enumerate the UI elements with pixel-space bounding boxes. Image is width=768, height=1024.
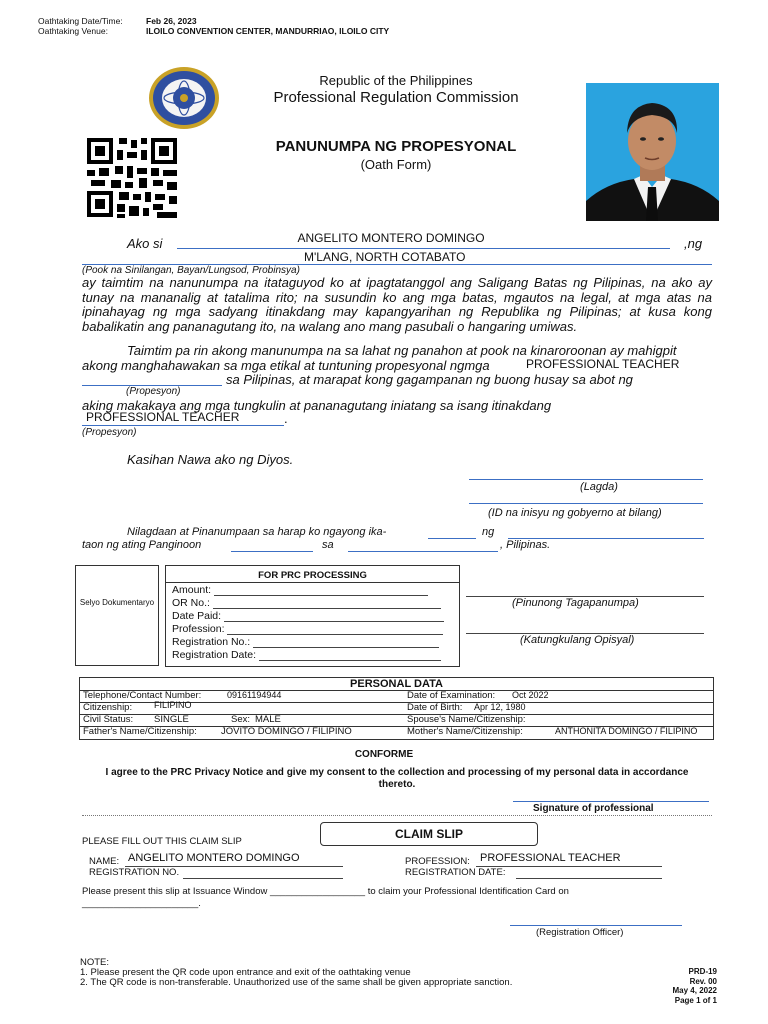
claim-present-text: Please present this slip at Issuance Window __________________ to claim your Professional Identification Card on ______________________. xyxy=(82,886,569,909)
qr-code xyxy=(87,138,179,218)
claim-name-value: ANGELITO MONTERO DOMINGO xyxy=(128,852,300,864)
birthplace-caption: (Pook na Sinilangan, Bayan/Lungsod, Probinsya) xyxy=(82,265,300,276)
citizenship-value: FILIPINO xyxy=(154,700,192,710)
sex-value: MALE xyxy=(255,714,281,725)
conforme-title: CONFORME xyxy=(354,749,414,760)
prc-seal-icon xyxy=(148,66,220,130)
name-line xyxy=(177,247,670,249)
claim-profession-label: PROFESSION: xyxy=(405,856,470,867)
prc-row-or-no: OR No.: xyxy=(172,597,441,609)
id-caption: (ID na inisyu ng gobyerno at bilang) xyxy=(488,507,662,519)
selyo-label: Selyo Dokumentaryo xyxy=(79,598,155,607)
note-line-2: 2. The QR code is non-transferable. Unauthorized use of the same shall be given appropriate sanction. xyxy=(80,977,513,988)
period: . xyxy=(284,411,288,426)
prc-processing-title: FOR PRC PROCESSING xyxy=(258,570,367,581)
registration-officer-line xyxy=(510,924,682,926)
conforme-signature-line xyxy=(513,800,709,802)
claim-regdate-line xyxy=(516,877,662,879)
registration-officer-caption: (Registration Officer) xyxy=(536,927,624,938)
claim-slip-title: CLAIM SLIP xyxy=(320,822,538,846)
form-date: May 4, 2022 xyxy=(672,986,717,995)
prc-row-date-paid: Date Paid: xyxy=(172,610,444,622)
katungkulang-caption: (Katungkulang Opisyal) xyxy=(520,634,635,646)
oath-p2-line4: aking makakaya ang mga tungkulin at pananagutang iniatang sa isang itinakdang xyxy=(82,398,552,413)
prc-row-profession: Profession: xyxy=(172,623,443,635)
form-code-block xyxy=(673,967,717,1005)
personal-data-title: PERSONAL DATA xyxy=(80,678,713,691)
ng-label: ,ng xyxy=(684,236,703,251)
exam-date-value: Oct 2022 xyxy=(512,690,549,700)
personal-data-table xyxy=(79,677,714,740)
dob-value: Apr 12, 1980 xyxy=(474,702,526,712)
claim-profession-value: PROFESSIONAL TEACHER xyxy=(480,852,621,864)
claim-fill-out-text: PLEASE FILL OUT THIS CLAIM SLIP xyxy=(82,836,242,847)
conforme-signature-caption: Signature of professional xyxy=(533,803,654,814)
propesyon-caption-2: (Propesyon) xyxy=(82,427,137,438)
propesyon-caption-1: (Propesyon) xyxy=(126,386,181,397)
oathtaking-date-label: Oathtaking Date/Time: xyxy=(38,16,123,26)
ako-si-label: Ako si xyxy=(127,236,163,251)
pd-row-4: Father's Name/Citizenship: JOVITO DOMINGO / FILIPINO Mother's Name/Citizenship: ANTHONITA DOMINGO / FILIPINO xyxy=(83,726,698,737)
lagda-line xyxy=(469,478,703,480)
prc-processing-box xyxy=(165,565,460,667)
birthplace-value: M'LANG, NORTH COTABATO xyxy=(304,250,466,264)
profession-value-2: PROFESSIONAL TEACHER xyxy=(86,410,240,424)
location-line xyxy=(348,550,498,552)
pd-row-1: Telephone/Contact Number: 09161194944 Date of Examination: Oct 2022 xyxy=(80,690,713,703)
oathtaking-date-value: Feb 26, 2023 xyxy=(146,16,197,26)
republic-label: Republic of the Philippines xyxy=(319,73,473,88)
profession-value-1: PROFESSIONAL TEACHER xyxy=(526,357,680,371)
prc-row-amount: Amount: xyxy=(172,584,428,596)
civil-status-value: SINGLE xyxy=(154,714,189,725)
commission-label: Professional Regulation Commission xyxy=(273,89,519,106)
claim-regdate-label: REGISTRATION DATE: xyxy=(405,867,506,878)
claim-name-label: NAME: xyxy=(89,856,120,867)
nilagdaan-text: Nilagdaan at Pinanumpaan sa harap ko ngayong ika- xyxy=(127,526,387,538)
note-title: NOTE: xyxy=(80,957,110,968)
selyo-box xyxy=(75,565,159,666)
oath-p2-line2: akong manghahawakan sa mga etikal at tuntuning propesyonal ngmga xyxy=(82,358,490,373)
claim-regno-line xyxy=(183,877,343,879)
form-page: Page 1 of 1 xyxy=(674,995,717,1005)
oath-name-value: ANGELITO MONTERO DOMINGO xyxy=(297,231,485,245)
oath-p2-line3: sa Pilipinas, at marapat kong gagampanan ng buong husay sa abot ng xyxy=(226,372,633,387)
claim-regno-label: REGISTRATION NO. xyxy=(89,867,180,878)
ng2-label: ng xyxy=(482,526,495,538)
prc-row-registration-date: Registration Date: xyxy=(172,649,441,661)
cut-line xyxy=(82,815,712,816)
telephone-value: 09161194944 xyxy=(227,690,282,700)
conforme-text: I agree to the PRC Privacy Notice and give my consent to the collection and processing of my personal data in accordance thereto. xyxy=(105,767,689,790)
pd-row-3: Civil Status: SINGLE Sex: MALE Spouse's Name/Citizenship: xyxy=(80,714,713,727)
day-line xyxy=(428,537,476,539)
prc-row-registration-no: Registration No.: xyxy=(172,636,439,648)
father-value: JOVITO DOMINGO / FILIPINO xyxy=(221,726,352,737)
profession-line-2 xyxy=(82,424,284,426)
oath-p2-line1: Taimtim pa rin akong manunumpa na sa lahat ng panahon at pook na kinaroroonan ay mahigpit xyxy=(127,343,677,358)
sa-label: sa xyxy=(322,539,334,551)
kasihan-text: Kasihan Nawa ako ng Diyos. xyxy=(127,452,294,467)
pinunong-caption: (Pinunong Tagapanumpa) xyxy=(512,597,639,609)
form-code: PRD-19 xyxy=(688,967,717,976)
mother-value: ANTHONITA DOMINGO / FILIPINO xyxy=(555,726,698,736)
taon-text: taon ng ating Panginoon xyxy=(82,539,202,551)
year-line xyxy=(231,550,313,552)
lagda-caption: (Lagda) xyxy=(580,481,618,493)
form-title: PANUNUMPA NG PROPESYONAL xyxy=(275,138,517,155)
pd-row-2: Citizenship: FILIPINO Date of Birth: Apr 12, 1980 xyxy=(80,702,713,715)
note-line-1: 1. Please present the QR code upon entrance and exit of the oathtaking venue xyxy=(80,967,411,978)
oathtaking-venue-value: ILOILO CONVENTION CENTER, MANDURRIAO, ILOILO CITY xyxy=(146,26,390,36)
pilipinas-label: , Pilipinas. xyxy=(500,539,551,551)
form-rev: Rev. 00 xyxy=(689,976,717,986)
applicant-photo xyxy=(586,83,719,221)
oathtaking-venue-label: Oathtaking Venue: xyxy=(38,26,108,36)
oath-paragraph-1: ay taimtim na nanunumpa na itataguyod ko at ipagtatanggol ang Saligang Batas ng Pilipinas, na ako ay tunay na mananalig at tatalima rito; na susundin ko ang mga batas, mgautos na legal, at mga atas na ipinahayag ng mga sadyang itinakdang may kapangyarihan ng Republika ng Pilipinas; at kusa kong babalikatin ang pananagutang ito, na walang ano mang pasubali o hangaring umiwas. xyxy=(82,275,712,334)
form-subtitle: (Oath Form) xyxy=(360,157,432,172)
id-line xyxy=(469,502,703,504)
